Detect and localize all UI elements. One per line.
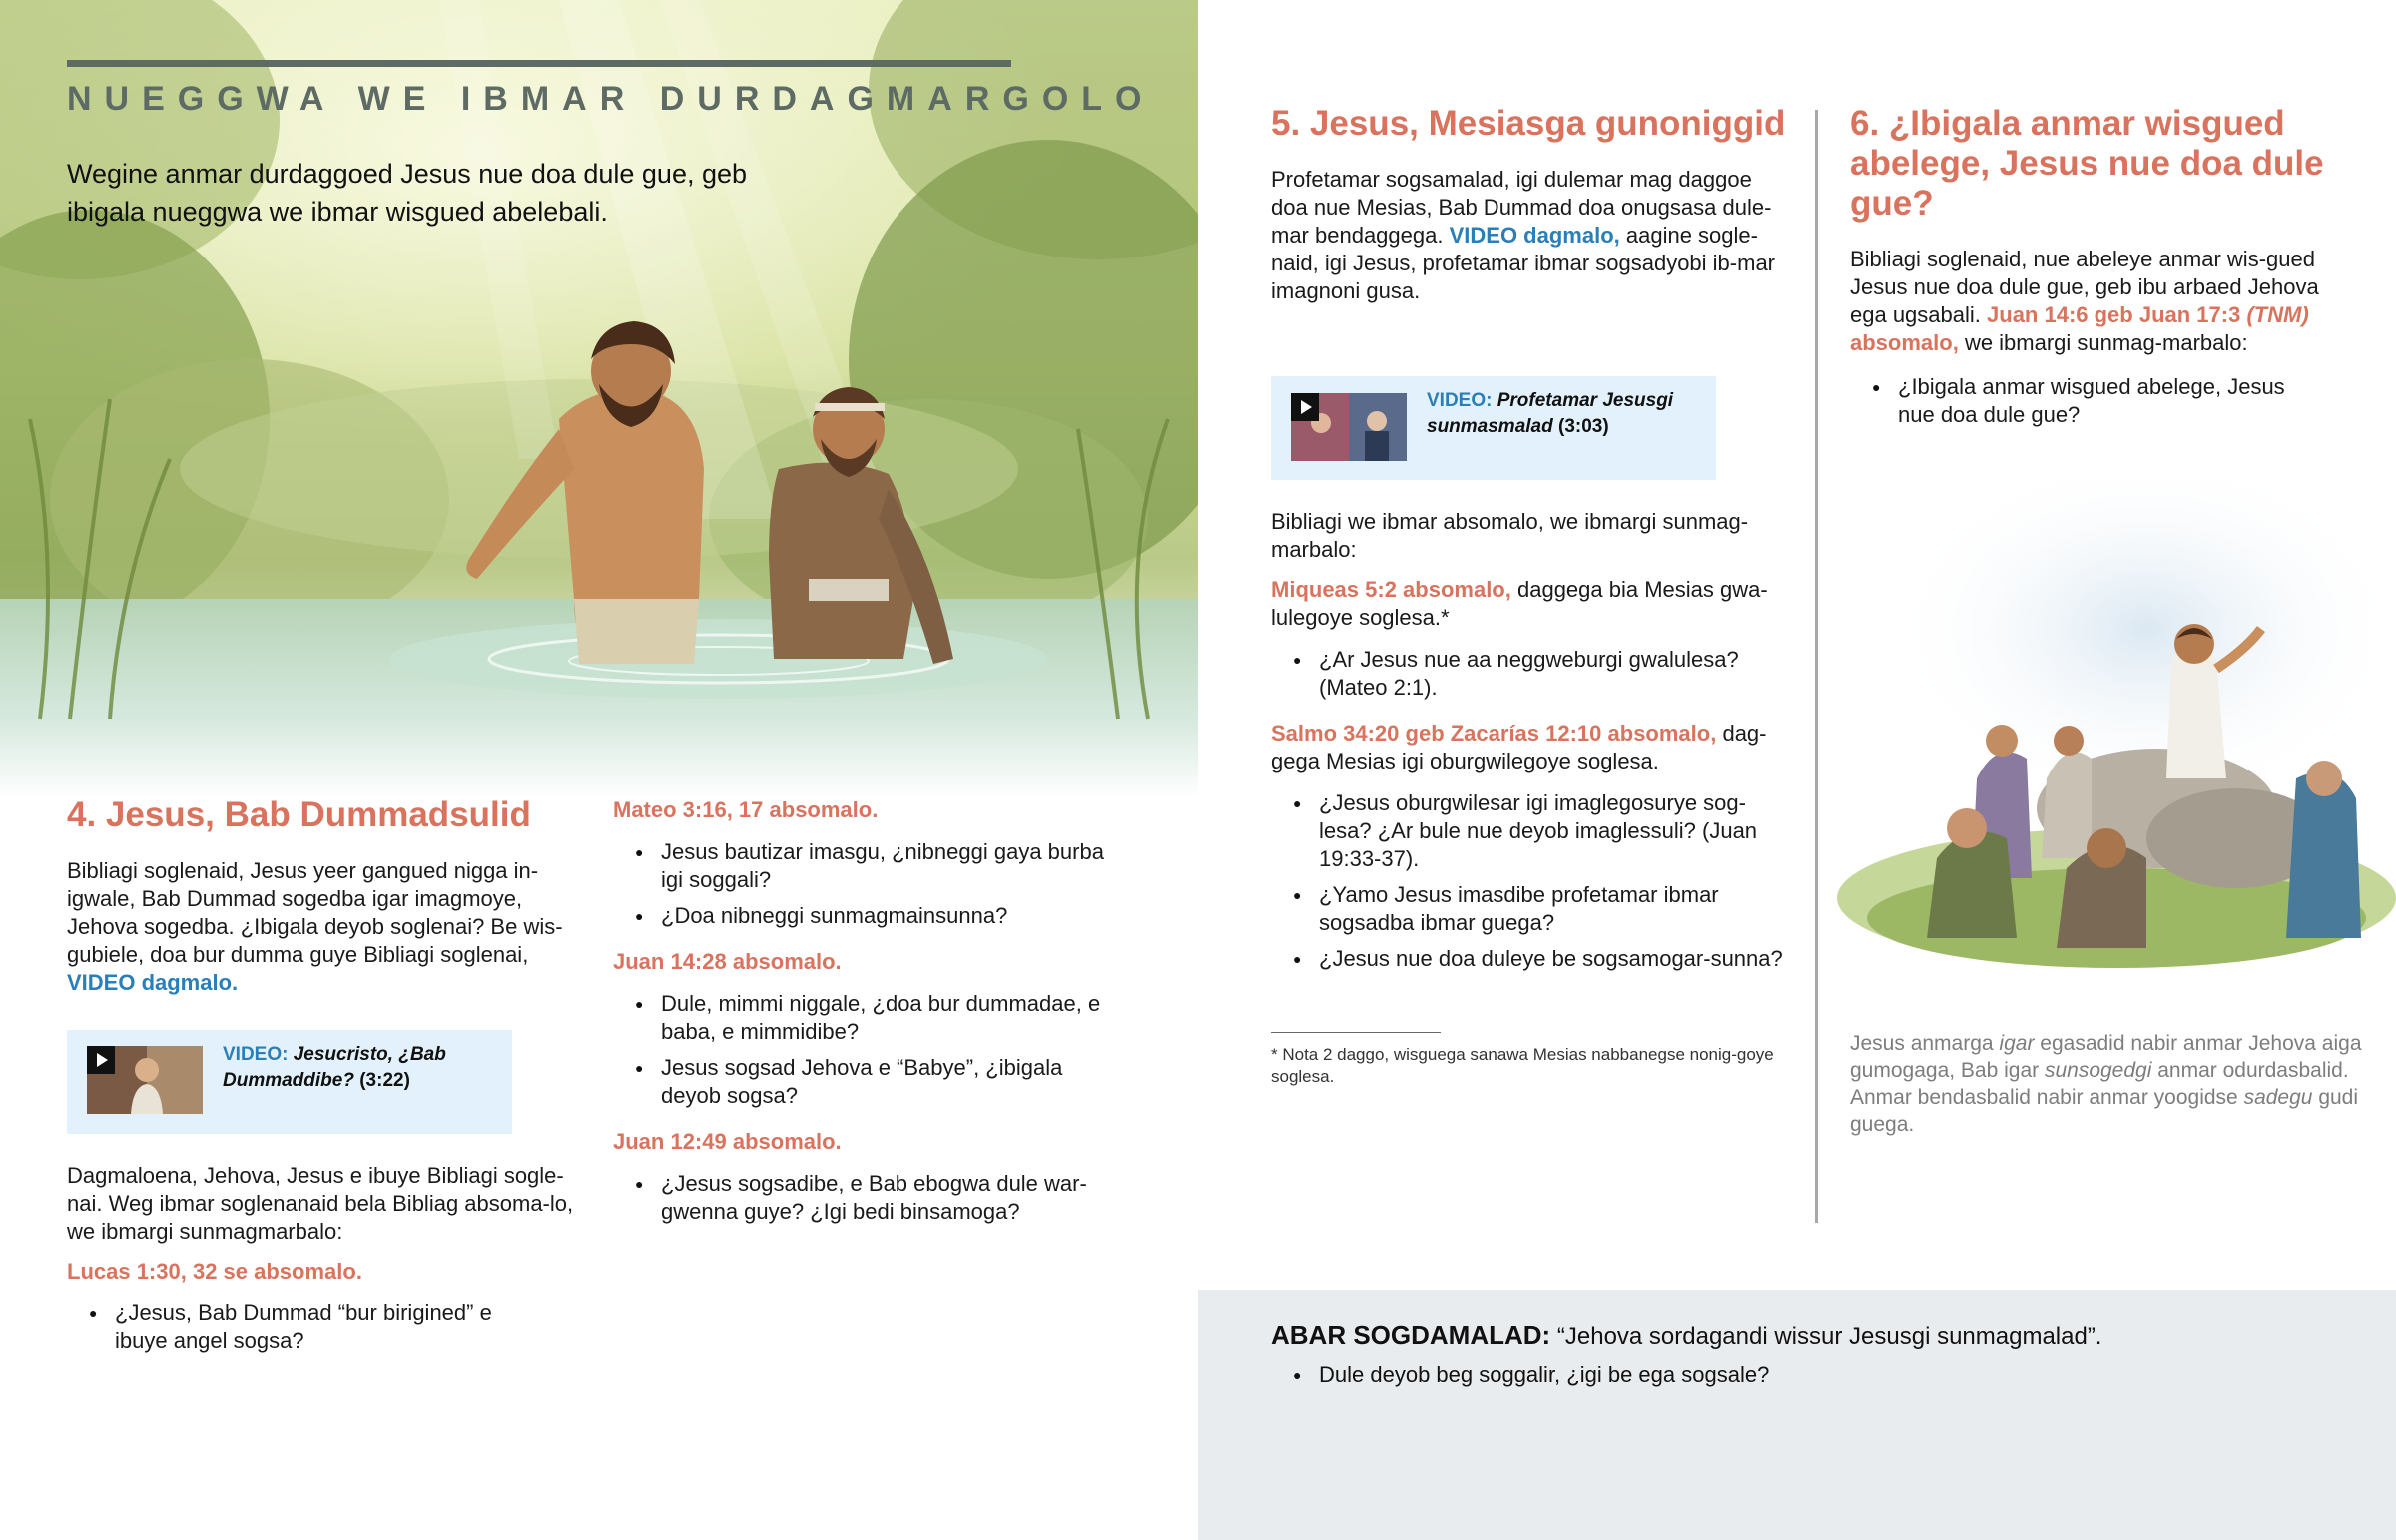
abar-questions [1271, 1361, 2101, 1389]
ref-lucas: Lucas 1:30, 32 se absomalo. [67, 1259, 362, 1283]
questions-miqueas [1271, 646, 1790, 702]
section-4-para1: Bibliagi soglenaid, Jesus yeer gangued nigga in-igwale, Bab Dummad sogedba igar imagmoye, Jehova sogedba. ¿Ibigala deyob soglenai? Be wis-gubiele, doa bur dumma guye Bibliagi soglenai, VIDEO dagmalo. [67, 858, 563, 995]
hero-illustration [0, 0, 1198, 798]
video-link[interactable]: VIDEO dagmalo, [1449, 223, 1620, 248]
video-box-jesucristo[interactable] [67, 1030, 512, 1134]
section-5-para1: Profetamar sogsamalad, igi dulemar mag daggoe doa nue Mesias, Bab Dummad doa onugsasa dule-mar bendaggega. VIDEO dagmalo, aagine sogle-naid, igi Jesus, profetamar ibmar sogsadyobi ib-mar imagnoni gusa. [1271, 167, 1776, 303]
section-6 [1850, 104, 2329, 437]
abar-statement [1271, 1317, 2101, 1355]
question-item: ● Dule deyob beg soggalir, ¿igi be ega sogsale? [1271, 1361, 2101, 1389]
footnote-rule [1271, 1032, 1441, 1033]
ref-juan-14-28: Juan 14:28 absomalo. [613, 949, 842, 974]
video-caption: VIDEO: Profetamar Jesusgi sunmasmalad (3:03) [1427, 390, 1674, 437]
page-intro: Wegine anmar durdaggoed Jesus nue doa dule gue, geb ibigala nueggwa we ibmar wisgued abelebali. [67, 159, 748, 227]
section-5-ref2: Salmo 34:20 geb Zacarías 12:10 absomalo, dag-gega Mesias igi oburgwilegoye soglesa. [1271, 721, 1767, 773]
questions-section-6 [1850, 373, 2289, 429]
play-icon[interactable] [1291, 393, 1319, 421]
ref-mateo: Mateo 3:16, 17 absomalo. [613, 797, 879, 822]
question-item: ● ¿Yamo Jesus imasdibe profetamar ibmar sogsadba ibmar guega? [1271, 881, 1790, 937]
section-4-title: 4. Jesus, Bab Dummadsulid [67, 795, 531, 834]
section-5 [1271, 104, 1790, 305]
section-4-cont [67, 1162, 586, 1363]
section-4-col2 [613, 796, 1112, 1234]
video-box-profetamar[interactable] [1271, 376, 1716, 480]
section-5-cont [1271, 508, 1790, 981]
section-6-para1: Bibliagi soglenaid, nue abeleye anmar wis-gued Jesus nue doa dule gue, geb ibu arbaed Jehova ega ugsabali. Juan 14:6 geb Juan 17:3 (TNM) absomalo, we ibmargi sunmag-marbalo: [1850, 247, 2319, 355]
section-4-para2: Dagmaloena, Jehova, Jesus e ibuye Bibliagi sogle-nai. Weg ibmar soglenanaid bela Bibliag absoma-lo, we ibmargi sunmagmarbalo: [67, 1163, 574, 1244]
questions-juan-12-49 [613, 1170, 1112, 1226]
section-4 [67, 795, 586, 997]
question-item: ● Jesus sogsad Jehova e “Babye”, ¿ibigala deyob sogsa? [613, 1054, 1112, 1110]
questions-juan-14-28 [613, 990, 1112, 1110]
questions-salmo [1271, 789, 1790, 973]
illustration-caption: Jesus anmarga igar egasadid nabir anmar Jehova aiga gumogaga, Bab igar sunsogedgi anmar odurdasbalid. Anmar bendasbalid nabir anmar yoogidse sadegu gudi guega. [1850, 1032, 2362, 1136]
play-icon[interactable] [87, 1046, 115, 1074]
video-thumbnail[interactable] [1291, 393, 1407, 461]
top-rule [67, 60, 1011, 67]
ref-juan-12-49: Juan 12:49 absomalo. [613, 1129, 842, 1154]
section-5-title: 5. Jesus, Mesiasga gunoniggid [1271, 104, 1786, 143]
question-item: ● ¿Jesus nue doa duleye be sogsamogar-sunna? [1271, 945, 1790, 973]
video-link[interactable]: VIDEO dagmalo. [67, 970, 239, 995]
abar-label: ABAR SOGDAMALAD: [1271, 1320, 1551, 1350]
video-caption: VIDEO: Jesucristo, ¿Bab Dummaddibe? (3:22) [223, 1044, 446, 1091]
footnote: * Nota 2 daggo, wisguega sanawa Mesias nabbanegse nonig-goye soglesa. [1271, 1045, 1774, 1086]
question-item: ● Dule, mimmi niggale, ¿doa bur dummadae, e baba, e mimmidibe? [613, 990, 1112, 1046]
video-thumbnail[interactable] [87, 1046, 203, 1114]
question-item: ● ¿Jesus, Bab Dummad “bur birigined” e ibuye angel sogsa? [67, 1299, 526, 1355]
questions-lucas [67, 1299, 526, 1355]
section-6-title: 6. ¿Ibigala anmar wisgued abelege, Jesus nue doa dule gue? [1850, 104, 2324, 223]
abar-section [1271, 1317, 2101, 1397]
question-item: ● ¿Ibigala anmar wisgued abelege, Jesus nue doa dule gue? [1850, 373, 2289, 429]
sermon-illustration [1817, 479, 2396, 998]
question-item: ● ¿Doa nibneggi sunmagmainsunna? [613, 902, 1112, 930]
section-5-ref1: Miqueas 5:2 absomalo, daggega bia Mesias gwa-lulegoye soglesa.* [1271, 577, 1768, 630]
page-kicker: NUEGGWA WE IBMAR DURDAGMARGOLO [67, 80, 1155, 118]
question-item: ● ¿Ar Jesus nue aa neggweburgi gwalulesa? (Mateo 2:1). [1271, 646, 1790, 702]
question-item: ● ¿Jesus oburgwilesar igi imaglegosurye sog-lesa? ¿Ar bule nue deyob imaglessuli? (Juan 19:33-37). [1271, 789, 1790, 873]
questions-mateo [613, 838, 1112, 930]
question-item: ● ¿Jesus sogsadibe, e Bab ebogwa dule war-gwenna guye? ¿Igi bedi binsamoga? [613, 1170, 1112, 1226]
section-5-para2: Bibliagi we ibmar absomalo, we ibmargi sunmag-marbalo: [1271, 509, 1749, 562]
question-item: ● Jesus bautizar imasgu, ¿nibneggi gaya burba igi soggali? [613, 838, 1112, 894]
abar-text: “Jehova sordagandi wissur Jesusgi sunmagmalad”. [1556, 1323, 2102, 1350]
